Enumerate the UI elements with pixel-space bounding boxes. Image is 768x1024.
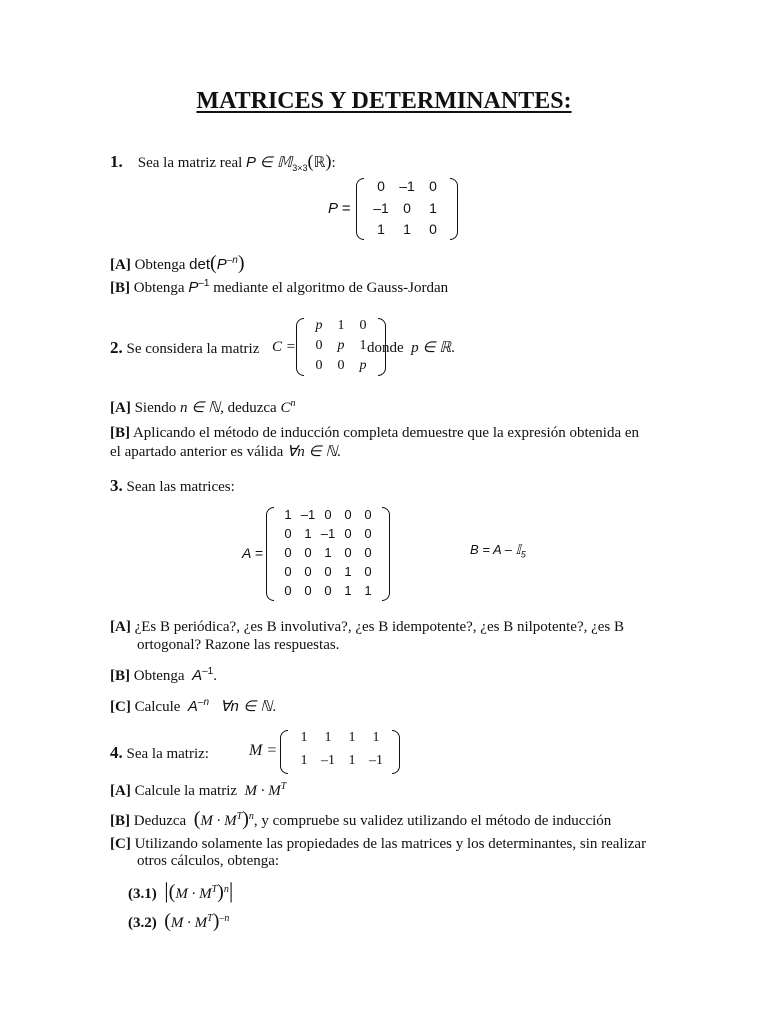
question-3-part-a-line2 (137, 637, 339, 654)
inverse-exponent: –1 (198, 278, 210, 289)
inverse-base: A (192, 667, 203, 684)
matrix-p (356, 178, 458, 240)
part-label: [B] (110, 813, 130, 829)
part-text: ¿Es B periódica?, ¿es B involutiva?, ¿es B idempotente?, ¿es B nilpotente?, ¿es B (134, 619, 625, 635)
matrix-entry: 1 (284, 507, 292, 522)
condition-expression: p ∈ ℝ (411, 340, 452, 356)
matrix-m-name: M = (249, 742, 278, 759)
matrix-a (266, 507, 390, 601)
question-4-item-3-2: (3.2) $(M \cdot M^T)^{-n}$ (128, 910, 230, 932)
part-label: [C] (110, 699, 131, 715)
transpose-exponent: T (207, 913, 213, 924)
part-label: [A] (110, 619, 131, 635)
intro-text: Sea la matriz real (137, 155, 243, 171)
question-number: 3. (110, 476, 123, 495)
matrix-entry: 0 (284, 583, 292, 598)
matrix-entry: 1 (403, 221, 411, 238)
matrix-entry: 1 (300, 730, 308, 745)
question-1-intro: 1. Sea la matriz real P ∈ 𝕄$_{3\times 3}$(ℝ): (110, 151, 336, 173)
matrix-entry: 1 (429, 199, 437, 216)
question-1-part-a: [A] Obtenga $\det(P^{-n})$ (110, 252, 245, 274)
part-text: Siendo (134, 400, 177, 416)
item-label: (3.2) (128, 915, 157, 931)
part-label: [A] (110, 257, 131, 273)
question-4-intro (110, 743, 209, 763)
part-label: [B] (110, 280, 130, 296)
period: . (451, 340, 455, 356)
part-label: [C] (110, 836, 131, 852)
matrix-entry: 0 (304, 583, 312, 598)
matrix-entry: 1 (344, 583, 352, 598)
question-3-part-a-line1 (110, 619, 624, 636)
matrix-entry: 0 (364, 507, 372, 522)
matrix-entry: 0 (403, 199, 411, 216)
set-dimension: 3×3 (292, 163, 308, 173)
question-3-part-b (110, 667, 217, 685)
matrix-p-name: P = (328, 200, 351, 217)
matrix-entry: 0 (304, 545, 312, 560)
b-expression: B = A – 𝕀 (470, 542, 521, 557)
part-text: Obtenga (133, 280, 185, 296)
condition-expression: n ∈ ℕ (180, 400, 221, 416)
power-exponent: –n (219, 913, 230, 924)
matrix-entry: p (359, 358, 367, 373)
question-1-part-b (110, 279, 448, 297)
transpose-exponent: T (280, 781, 287, 792)
det-argument: P (216, 256, 227, 273)
matrix-a-name: A = (242, 545, 263, 561)
part-text: ortogonal? Razone las respuestas. (137, 637, 340, 653)
matrix-entry: –1 (320, 526, 336, 541)
transpose-exponent: T (211, 884, 218, 895)
part-text: Obtenga (133, 668, 185, 684)
part-label: [B] (110, 425, 130, 441)
inverse-expression: P (188, 279, 199, 296)
matrix-entry: –1 (399, 178, 415, 194)
power-exponent: n (248, 811, 254, 822)
colon: : (331, 155, 336, 171)
part-label: [A] (110, 400, 131, 416)
part-text: Obtenga (134, 257, 186, 273)
matrix-entry: 1 (359, 338, 367, 353)
matrix-entry: 0 (359, 318, 367, 333)
matrix-entry: 0 (284, 526, 292, 541)
set-expression: P ∈ 𝕄 (246, 154, 293, 171)
page-title: MATRICES Y DETERMINANTES: (196, 88, 572, 114)
matrix-entry: 0 (324, 507, 332, 522)
question-2-condition (367, 338, 455, 357)
matrix-entry: 0 (344, 507, 352, 522)
matrix-entry: 0 (364, 564, 372, 579)
matrix-c-name: C = (272, 339, 296, 355)
matrix-entry: 1 (324, 545, 332, 560)
matrix-entry: –1 (373, 199, 389, 216)
question-number: 4. (110, 743, 123, 762)
condition-expression: ∀n ∈ ℕ. (287, 444, 342, 460)
matrix-entry: 0 (429, 178, 437, 194)
question-3-intro (110, 476, 235, 496)
question-4-part-a (110, 783, 286, 800)
power-base: C (280, 400, 291, 416)
matrix-entry: 0 (315, 358, 323, 373)
part-text: Deduzca (133, 813, 187, 829)
question-4-part-b: [B] Deduzca $(M \cdot M^T)^n$, y compruebe su validez utilizando el método de inducción (110, 808, 612, 830)
matrix-entry: 0 (344, 526, 352, 541)
matrix-entry: 0 (315, 338, 323, 353)
matrix-entry: p (337, 338, 345, 353)
part-text: Utilizando solamente las propiedades de las matrices y los determinantes, sin realizar (134, 836, 647, 852)
product-expression: M · M (175, 886, 212, 902)
product-expression: M · M (170, 915, 208, 931)
part-text-rest: , y compruebe su validez utilizando el método de inducción (253, 813, 612, 829)
question-4-part-c-line1 (110, 836, 646, 853)
period: . (272, 699, 277, 715)
set-field: ℝ (313, 155, 326, 171)
matrix-entry: 1 (372, 730, 380, 745)
item-label: (3.1) (128, 886, 157, 902)
power-base: A (187, 698, 198, 715)
question-2-intro (110, 338, 259, 358)
intro-text: Sean las matrices: (126, 479, 235, 495)
matrix-entry: 1 (377, 221, 385, 238)
part-text: Calcule la matriz (134, 783, 238, 799)
power-exponent: –n (197, 697, 210, 708)
question-4-item-3-1: (3.1) $|(M \cdot M^T)^n|$ (128, 878, 234, 903)
matrix-entry: 0 (344, 545, 352, 560)
matrix-entry: –1 (300, 507, 316, 522)
matrix-entry: 0 (337, 358, 345, 373)
part-text: Calcule (134, 699, 181, 715)
period: . (213, 668, 217, 684)
matrix-entry: 0 (304, 564, 312, 579)
matrix-entry: –1 (321, 753, 335, 768)
condition-expression: ∀n ∈ ℕ (220, 698, 273, 715)
det-expression: det (189, 256, 211, 273)
matrix-entry: –1 (369, 753, 383, 768)
matrix-entry: 0 (284, 545, 292, 560)
intro-text: Se considera la matriz (126, 341, 260, 357)
question-2-part-b-line2 (110, 442, 341, 461)
part-text: el apartado anterior es válida (110, 444, 284, 460)
question-2-part-b-line1 (110, 425, 639, 442)
matrix-entry: 1 (344, 564, 352, 579)
matrix-entry: 0 (284, 564, 292, 579)
product-expression: M · M (200, 813, 237, 829)
matrix-entry: 1 (304, 526, 312, 541)
part-text-rest: mediante el algoritmo de Gauss-Jordan (213, 280, 449, 296)
matrix-b-definition (470, 542, 526, 558)
matrix-entry: 0 (324, 564, 332, 579)
transpose-exponent: T (236, 811, 243, 822)
power-exponent: n (223, 884, 229, 895)
matrix-entry: 0 (324, 583, 332, 598)
matrix-entry: 1 (364, 583, 372, 598)
matrix-entry: 1 (348, 753, 356, 768)
question-2-part-a (110, 398, 295, 417)
det-exponent: –n (226, 255, 238, 266)
identity-size: 5 (520, 549, 526, 560)
part-text: otros cálculos, obtenga: (137, 853, 280, 869)
question-4-part-c-line2 (137, 853, 279, 870)
question-number: 1. (110, 152, 123, 171)
donde-text: donde (367, 340, 404, 356)
matrix-entry: 0 (364, 545, 372, 560)
part-label: [B] (110, 668, 130, 684)
part-text: , deduzca (220, 400, 277, 416)
matrix-entry: 1 (348, 730, 356, 745)
question-number: 2. (110, 338, 123, 357)
question-3-part-c (110, 697, 276, 716)
matrix-m (280, 730, 400, 774)
part-label: [A] (110, 783, 131, 799)
matrix-entry: 0 (377, 178, 385, 194)
power-exponent: n (290, 398, 296, 409)
product-expression: M · M (244, 783, 281, 799)
matrix-entry: p (315, 318, 323, 333)
matrix-entry: 1 (324, 730, 332, 745)
matrix-entry: 1 (337, 318, 345, 333)
matrix-entry: 1 (300, 753, 308, 768)
part-text: Aplicando el método de inducción completa demuestre que la expresión obtenida en (132, 425, 640, 441)
inverse-exponent: –1 (202, 666, 214, 677)
matrix-entry: 0 (429, 221, 437, 238)
matrix-entry: 0 (364, 526, 372, 541)
intro-text: Sea la matriz: (126, 746, 209, 762)
